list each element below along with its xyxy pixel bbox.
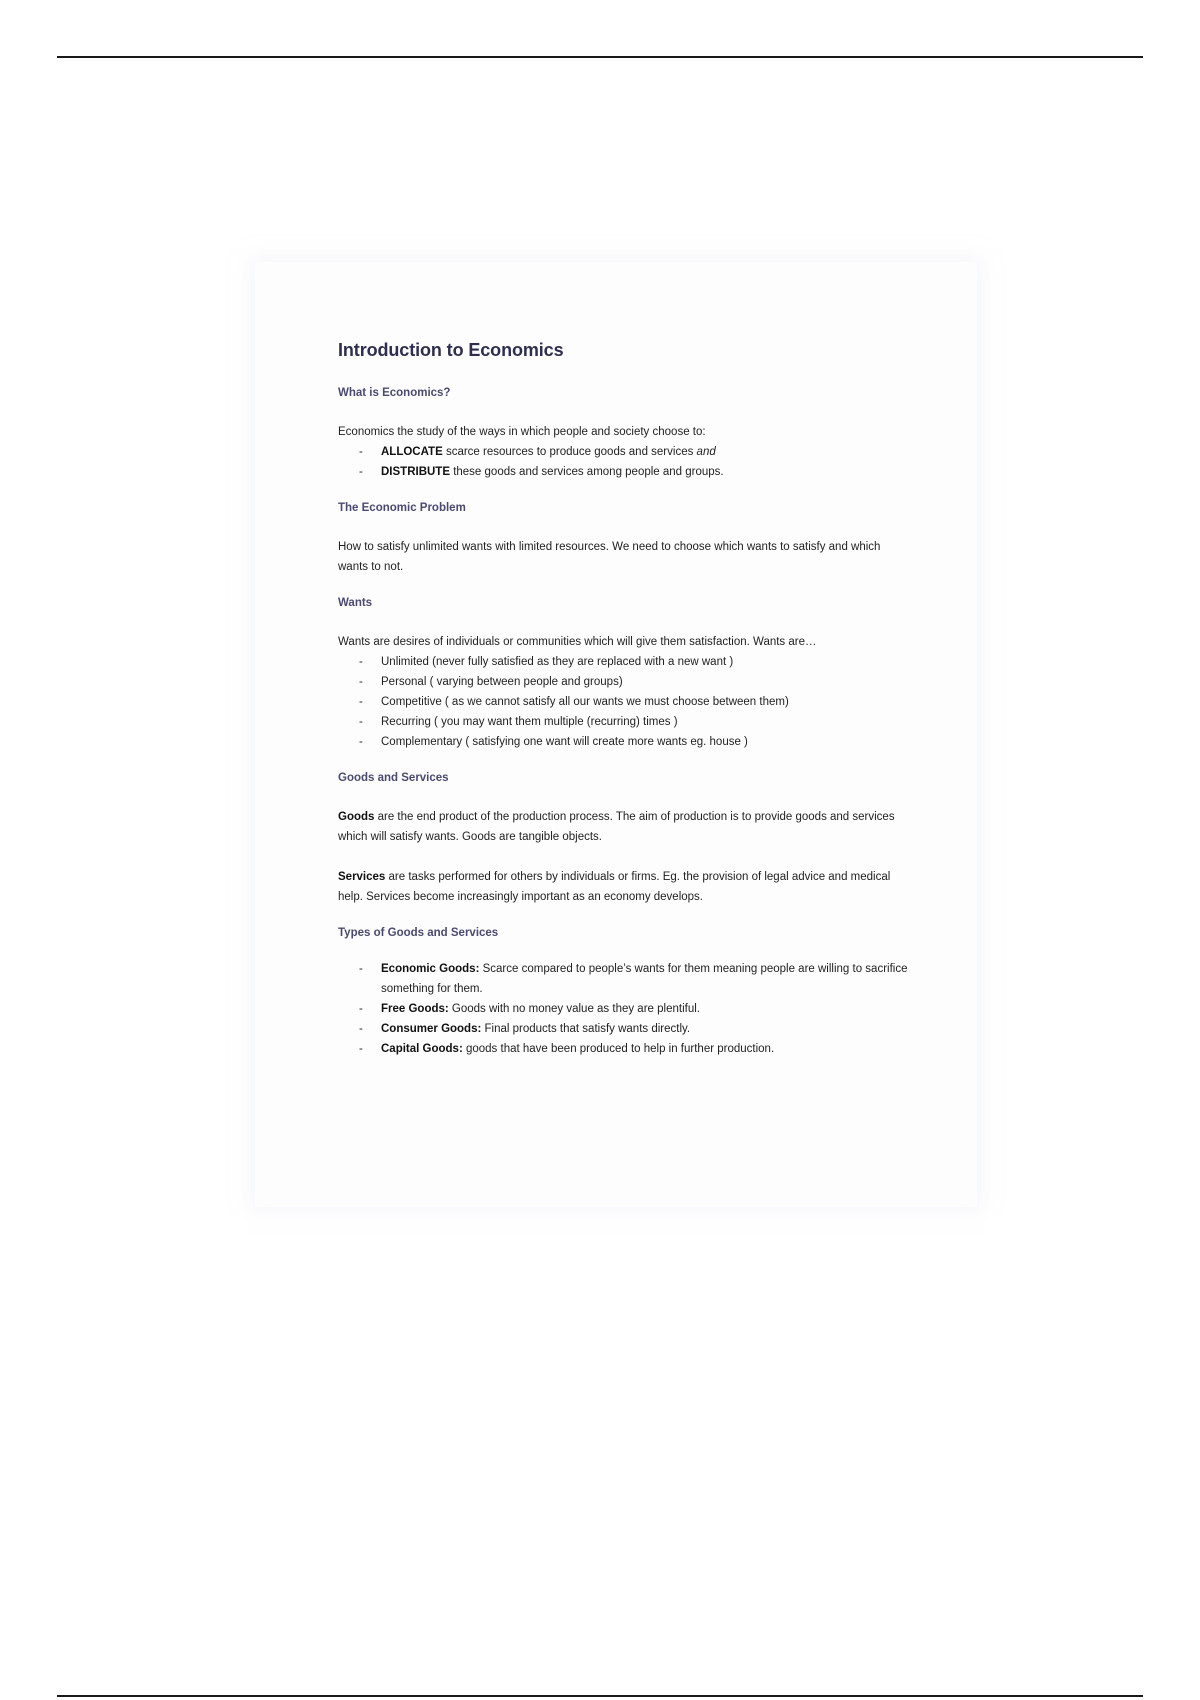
bullet-dash: -	[359, 696, 363, 708]
bullet-dash: -	[359, 676, 363, 688]
document-content	[338, 340, 908, 1079]
item-text: these goods and services among people and groups.	[450, 466, 724, 478]
bullet-dash: -	[359, 1043, 363, 1055]
bullet-dash: -	[359, 716, 363, 728]
services-paragraph	[338, 867, 908, 907]
bold-term: Free Goods:	[381, 1003, 449, 1015]
list-item	[338, 999, 908, 1019]
list-item	[338, 1039, 908, 1059]
top-rule	[57, 56, 1143, 58]
bold-term: Consumer Goods:	[381, 1023, 482, 1035]
item-text: scarce resources to produce goods and services	[442, 446, 697, 458]
item-text: Final products that satisfy wants directly.	[481, 1023, 691, 1035]
wants-list	[338, 652, 908, 752]
item-text: goods that have been produced to help in further production.	[462, 1043, 775, 1055]
list-item	[338, 1019, 908, 1039]
item-text: Scarce compared to people’s wants for them meaning people are willing to sacrifice something for them.	[381, 963, 908, 995]
list-item	[338, 462, 908, 482]
bullet-dash: -	[359, 446, 363, 458]
bold-term: Economic Goods:	[381, 963, 480, 975]
what-is-intro: Economics the study of the ways in which people and society choose to:	[338, 426, 706, 438]
paragraph-text: are tasks performed for others by individuals or firms. Eg. the provision of legal advice and medical help. Services become increasingly important as an economy develops.	[338, 871, 891, 903]
item-text: Complementary ( satisfying one want will create more wants eg. house )	[381, 736, 748, 748]
goods-paragraph	[338, 807, 908, 847]
bullet-dash: -	[359, 1003, 363, 1015]
list-item	[338, 712, 908, 732]
bullet-dash: -	[359, 736, 363, 748]
item-text: Unlimited (never fully satisfied as they are replaced with a new want )	[381, 656, 734, 668]
bold-term: Services	[338, 871, 386, 883]
what-is-list	[338, 442, 908, 482]
paragraph-text: are the end product of the production process. The aim of production is to provide goods and services which will satisfy wants. Goods are tangible objects.	[338, 811, 895, 843]
item-text: Competitive ( as we cannot satisfy all our wants we must choose between them)	[381, 696, 789, 708]
item-text: Personal ( varying between people and groups)	[381, 676, 623, 688]
bold-term: Goods	[338, 811, 375, 823]
bold-term: ALLOCATE	[381, 446, 443, 458]
list-item	[338, 692, 908, 712]
bullet-dash: -	[359, 1023, 363, 1035]
page-title: Introduction to Economics	[338, 340, 564, 360]
heading-goods-and-services: Goods and Services	[338, 772, 449, 784]
list-item	[338, 442, 908, 462]
heading-types-of-goods: Types of Goods and Services	[338, 927, 499, 939]
list-item	[338, 732, 908, 752]
types-list	[338, 959, 908, 1059]
heading-economic-problem: The Economic Problem	[338, 502, 466, 514]
economic-problem-text: How to satisfy unlimited wants with limited resources. We need to choose which wants to satisfy and which wants to not.	[338, 541, 881, 573]
list-item	[338, 672, 908, 692]
item-text: Goods with no money value as they are plentiful.	[448, 1003, 700, 1015]
bullet-dash: -	[359, 656, 363, 668]
bold-term: DISTRIBUTE	[381, 466, 450, 478]
bullet-dash: -	[359, 466, 363, 478]
list-item	[338, 652, 908, 672]
item-text: Recurring ( you may want them multiple (recurring) times )	[381, 716, 678, 728]
wants-intro: Wants are desires of individuals or communities which will give them satisfaction. Wants are…	[338, 636, 817, 648]
bold-term: Capital Goods:	[381, 1043, 463, 1055]
heading-what-is-economics: What is Economics?	[338, 387, 451, 399]
bottom-rule	[57, 1695, 1143, 1697]
bullet-dash: -	[359, 963, 363, 975]
italic-word: and	[696, 446, 716, 458]
heading-wants: Wants	[338, 597, 373, 609]
list-item	[338, 959, 908, 999]
